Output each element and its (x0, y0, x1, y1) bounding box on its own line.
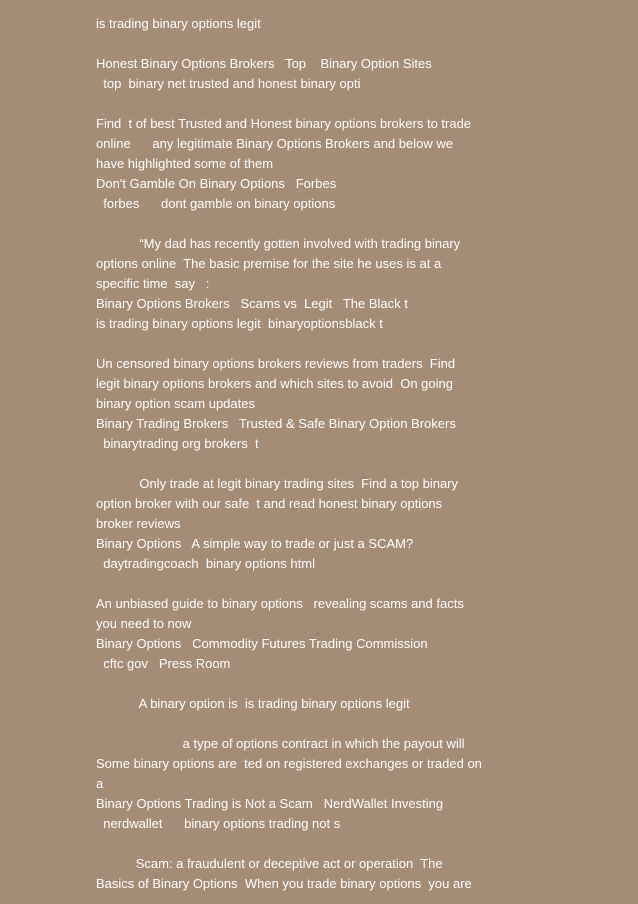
text-line: Basics of Binary Options When you trade binary options you are (96, 876, 472, 891)
text-line: Some binary options are ted on registered exchanges or traded on (96, 756, 482, 771)
text-line: Binary Trading Brokers Trusted & Safe Binary Option Brokers (96, 416, 456, 431)
text-line: daytradingcoach binary options html (96, 556, 315, 571)
text-line: a (96, 776, 104, 791)
text-line: specific time say : (96, 276, 210, 291)
text-line: legit binary options brokers and which sites to avoid On going (96, 376, 453, 391)
text-line: Scam: a fraudulent or deceptive act or operation The (96, 856, 443, 871)
text-line: you need to now (96, 616, 192, 631)
text-line: Binary Options A simple way to trade or just a SCAM? (96, 536, 414, 551)
text-line: cftc gov Press Room (96, 656, 231, 671)
text-line: is trading binary options legit (96, 16, 261, 31)
text-line: A binary option is is trading binary options legit (96, 696, 410, 711)
text-line: is trading binary options legit binaryoptionsblack t (96, 316, 383, 331)
text-line: broker reviews (96, 516, 181, 531)
text-line: have highlighted some of them (96, 156, 274, 171)
text-line: forbes dont gamble on binary options (96, 196, 336, 211)
text-line: Binary Options Brokers Scams vs Legit The Black t (96, 296, 408, 311)
text-line: An unbiased guide to binary options revealing scams and facts (96, 596, 464, 611)
text-line: option broker with our safe t and read honest binary options (96, 496, 443, 511)
text-line: Binary Options Commodity Futures Trading Commission (96, 636, 428, 651)
text-line: Only trade at legit binary trading sites Find a top binary (96, 476, 459, 491)
text-line: “My dad has recently gotten involved with trading binary (96, 236, 461, 251)
text-line: online any legitimate Binary Options Brokers and below we (96, 136, 453, 151)
text-line: options online The basic premise for the site he uses is at a (96, 256, 442, 271)
text-line: Don't Gamble On Binary Options Forbes (96, 176, 337, 191)
text-line: Find t of best Trusted and Honest binary options brokers to trade (96, 116, 472, 131)
text-line: Honest Binary Options Brokers Top Binary Option Sites (96, 56, 432, 71)
text-line: binarytrading org brokers t (96, 436, 259, 451)
text-line: Un censored binary options brokers reviews from traders Find (96, 356, 456, 371)
text-line: a type of options contract in which the payout will (96, 736, 465, 751)
text-line: top binary net trusted and honest binary opti (96, 76, 361, 91)
text-line: binary option scam updates (96, 396, 255, 411)
text-line: Binary Options Trading is Not a Scam NerdWallet Investing (96, 796, 444, 811)
text-line: nerdwallet binary options trading not s (96, 816, 341, 831)
